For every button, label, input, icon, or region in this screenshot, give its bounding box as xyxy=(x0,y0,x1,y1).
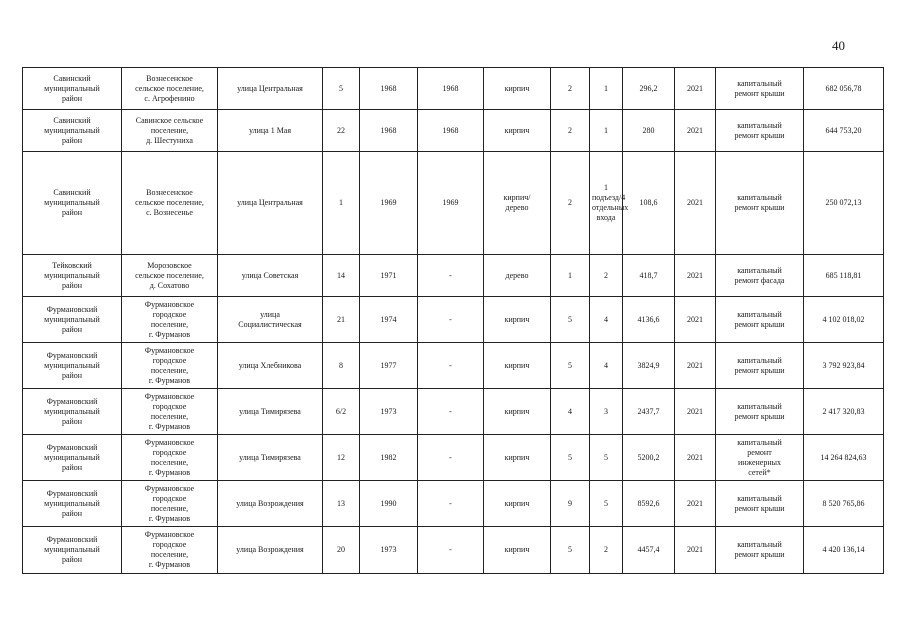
cell-floors: 9 xyxy=(551,481,590,527)
cell-district: Фурмановский муниципальный район xyxy=(23,527,122,574)
cell-repair-year: 2021 xyxy=(675,389,716,435)
cell-floors: 2 xyxy=(551,110,590,152)
cell-entrances: 1 xyxy=(590,68,623,110)
cell-cost: 8 520 765,86 xyxy=(804,481,884,527)
cell-wall-material: кирпич xyxy=(484,343,551,389)
cell-district: Савинский муниципальный район xyxy=(23,152,122,255)
cell-street: улица Возрождения xyxy=(218,481,323,527)
cell-year-commissioning: - xyxy=(418,255,484,297)
cell-district: Фурмановский муниципальный район xyxy=(23,435,122,481)
cell-settlement: Вознесенское сельское поселение, с. Агрофенино xyxy=(122,68,218,110)
cell-settlement: Савинское сельское поселение, д. Шестуниха xyxy=(122,110,218,152)
page-number: 40 xyxy=(832,38,845,53)
cell-settlement: Вознесенское сельское поселение, с. Вознесенье xyxy=(122,152,218,255)
cell-area: 8592,6 xyxy=(623,481,675,527)
table-row xyxy=(23,152,884,255)
cell-street: улица Тимирязева xyxy=(218,389,323,435)
cell-house-number: 1 xyxy=(323,152,360,255)
cell-repair-year: 2021 xyxy=(675,152,716,255)
cell-cost: 2 417 320,83 xyxy=(804,389,884,435)
cell-district: Фурмановский муниципальный район xyxy=(23,343,122,389)
cell-entrances: 2 xyxy=(590,527,623,574)
cell-wall-material: кирпич/ дерево xyxy=(484,152,551,255)
cell-year-built: 1969 xyxy=(360,152,418,255)
cell-settlement: Фурмановское городское поселение, г. Фурманов xyxy=(122,297,218,343)
cell-year-built: 1977 xyxy=(360,343,418,389)
cell-cost: 250 072,13 xyxy=(804,152,884,255)
cell-house-number: 20 xyxy=(323,527,360,574)
cell-settlement: Фурмановское городское поселение, г. Фурманов xyxy=(122,481,218,527)
cell-wall-material: кирпич xyxy=(484,68,551,110)
cell-work-type: капитальный ремонт фасада xyxy=(716,255,804,297)
cell-district: Фурмановский муниципальный район xyxy=(23,389,122,435)
cell-street: улица Советская xyxy=(218,255,323,297)
cell-floors: 2 xyxy=(551,68,590,110)
cell-settlement: Фурмановское городское поселение, г. Фурманов xyxy=(122,527,218,574)
cell-year-commissioning: - xyxy=(418,343,484,389)
table-row xyxy=(23,527,884,574)
cell-work-type: капитальный ремонт крыши xyxy=(716,527,804,574)
cell-repair-year: 2021 xyxy=(675,343,716,389)
cell-wall-material: кирпич xyxy=(484,297,551,343)
cell-year-built: 1971 xyxy=(360,255,418,297)
cell-floors: 5 xyxy=(551,343,590,389)
cell-repair-year: 2021 xyxy=(675,435,716,481)
cell-floors: 1 xyxy=(551,255,590,297)
cell-area: 4136,6 xyxy=(623,297,675,343)
cell-house-number: 12 xyxy=(323,435,360,481)
cell-cost: 4 102 018,02 xyxy=(804,297,884,343)
cell-street: улица Хлебникова xyxy=(218,343,323,389)
cell-work-type: капитальный ремонт крыши xyxy=(716,110,804,152)
cell-area: 280 xyxy=(623,110,675,152)
cell-entrances: 1 подъезд/4 отдельных входа xyxy=(590,152,623,255)
cell-entrances: 1 xyxy=(590,110,623,152)
table-row xyxy=(23,297,884,343)
cell-area: 3824,9 xyxy=(623,343,675,389)
cell-repair-year: 2021 xyxy=(675,527,716,574)
cell-area: 108,6 xyxy=(623,152,675,255)
cell-street: улица Тимирязева xyxy=(218,435,323,481)
cell-wall-material: кирпич xyxy=(484,110,551,152)
cell-work-type: капитальный ремонт инженерных сетей* xyxy=(716,435,804,481)
table-row xyxy=(23,255,884,297)
cell-repair-year: 2021 xyxy=(675,297,716,343)
cell-year-commissioning: 1968 xyxy=(418,110,484,152)
cell-area: 296,2 xyxy=(623,68,675,110)
table-row xyxy=(23,435,884,481)
cell-year-built: 1990 xyxy=(360,481,418,527)
cell-work-type: капитальный ремонт крыши xyxy=(716,343,804,389)
cell-area: 2437,7 xyxy=(623,389,675,435)
cell-work-type: капитальный ремонт крыши xyxy=(716,152,804,255)
cell-cost: 14 264 824,63 xyxy=(804,435,884,481)
cell-district: Савинский муниципальный район xyxy=(23,110,122,152)
cell-year-built: 1974 xyxy=(360,297,418,343)
cell-work-type: капитальный ремонт крыши xyxy=(716,297,804,343)
cell-work-type: капитальный ремонт крыши xyxy=(716,481,804,527)
cell-district: Фурмановский муниципальный район xyxy=(23,481,122,527)
cell-street: улица Центральная xyxy=(218,152,323,255)
cell-house-number: 6/2 xyxy=(323,389,360,435)
cell-house-number: 5 xyxy=(323,68,360,110)
cell-street: улица Социалистическая xyxy=(218,297,323,343)
cell-year-built: 1968 xyxy=(360,110,418,152)
housing-repair-table xyxy=(22,67,884,574)
cell-area: 5200,2 xyxy=(623,435,675,481)
cell-floors: 4 xyxy=(551,389,590,435)
cell-cost: 644 753,20 xyxy=(804,110,884,152)
cell-entrances: 4 xyxy=(590,343,623,389)
cell-year-commissioning: - xyxy=(418,481,484,527)
cell-district: Савинский муниципальный район xyxy=(23,68,122,110)
table-row xyxy=(23,481,884,527)
cell-floors: 5 xyxy=(551,297,590,343)
cell-entrances: 4 xyxy=(590,297,623,343)
cell-district: Тейковский муниципальный район xyxy=(23,255,122,297)
cell-cost: 3 792 923,84 xyxy=(804,343,884,389)
cell-floors: 5 xyxy=(551,435,590,481)
cell-settlement: Фурмановское городское поселение, г. Фурманов xyxy=(122,343,218,389)
cell-repair-year: 2021 xyxy=(675,255,716,297)
cell-street: улица 1 Мая xyxy=(218,110,323,152)
cell-cost: 685 118,81 xyxy=(804,255,884,297)
cell-wall-material: кирпич xyxy=(484,481,551,527)
cell-house-number: 8 xyxy=(323,343,360,389)
table-row xyxy=(23,110,884,152)
cell-year-built: 1973 xyxy=(360,527,418,574)
table-row xyxy=(23,68,884,110)
cell-street: улица Центральная xyxy=(218,68,323,110)
cell-year-commissioning: 1969 xyxy=(418,152,484,255)
cell-floors: 5 xyxy=(551,527,590,574)
cell-wall-material: кирпич xyxy=(484,527,551,574)
table-row xyxy=(23,343,884,389)
cell-street: улица Возрождения xyxy=(218,527,323,574)
cell-year-built: 1973 xyxy=(360,389,418,435)
cell-repair-year: 2021 xyxy=(675,481,716,527)
cell-year-commissioning: 1968 xyxy=(418,68,484,110)
cell-cost: 4 420 136,14 xyxy=(804,527,884,574)
cell-wall-material: дерево xyxy=(484,255,551,297)
cell-year-built: 1968 xyxy=(360,68,418,110)
cell-area: 4457,4 xyxy=(623,527,675,574)
cell-year-commissioning: - xyxy=(418,297,484,343)
cell-house-number: 21 xyxy=(323,297,360,343)
cell-house-number: 14 xyxy=(323,255,360,297)
cell-entrances: 5 xyxy=(590,481,623,527)
cell-entrances: 5 xyxy=(590,435,623,481)
cell-repair-year: 2021 xyxy=(675,110,716,152)
cell-settlement: Морозовское сельское поселение, д. Сохатово xyxy=(122,255,218,297)
cell-year-commissioning: - xyxy=(418,527,484,574)
cell-settlement: Фурмановское городское поселение, г. Фурманов xyxy=(122,435,218,481)
cell-floors: 2 xyxy=(551,152,590,255)
cell-year-built: 1982 xyxy=(360,435,418,481)
cell-district: Фурмановский муниципальный район xyxy=(23,297,122,343)
cell-work-type: капитальный ремонт крыши xyxy=(716,389,804,435)
cell-work-type: капитальный ремонт крыши xyxy=(716,68,804,110)
table-row xyxy=(23,389,884,435)
cell-wall-material: кирпич xyxy=(484,389,551,435)
cell-year-commissioning: - xyxy=(418,435,484,481)
cell-year-commissioning: - xyxy=(418,389,484,435)
cell-repair-year: 2021 xyxy=(675,68,716,110)
cell-house-number: 13 xyxy=(323,481,360,527)
cell-cost: 682 056,78 xyxy=(804,68,884,110)
cell-settlement: Фурмановское городское поселение, г. Фурманов xyxy=(122,389,218,435)
cell-area: 418,7 xyxy=(623,255,675,297)
cell-entrances: 2 xyxy=(590,255,623,297)
cell-entrances: 3 xyxy=(590,389,623,435)
cell-wall-material: кирпич xyxy=(484,435,551,481)
cell-house-number: 22 xyxy=(323,110,360,152)
